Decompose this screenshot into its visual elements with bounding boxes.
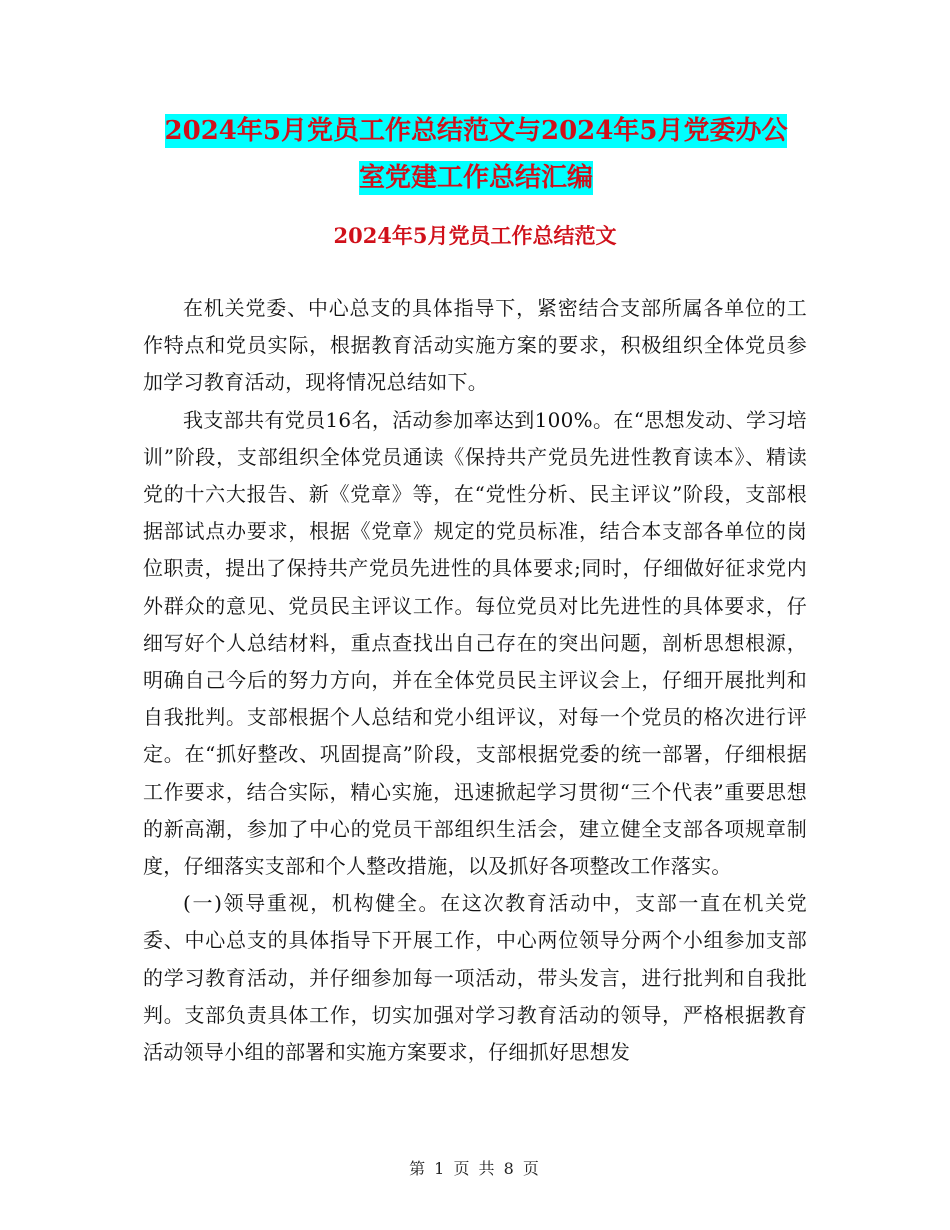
body-text — [143, 290, 807, 1071]
section-title: 2024年5月党员工作总结范文 — [333, 223, 617, 248]
document-title — [140, 108, 812, 202]
page-footer: 第 1 页 共 8 页 — [409, 1159, 541, 1178]
title-line-1: 2024年5月党员工作总结范文与2024年5月党委办公 — [164, 116, 788, 146]
paragraph-2: 我支部共有党员16名，活动参加率达到100%。在“思想发动、学习培训”阶段，支部组织全体党员通读《保持共产党员先进性教育读本》、精读党的十六大报告、新《党章》等，在“党性分析、民主评议”阶段，支部根据部试点办要求，根据《党章》规定的党员标准，结合本支部各单位的岗位职责，提出了保持共产党员先进性的具体要求;同时，仔细做好征求党内外群众的意见、党员民主评议工作。每位党员对比先进性的具体要求，仔细写好个人总结材料，重点查找出自己存在的突出问题，剖析思想根源，明确自己今后的努力方向，并在全体党员民主评议会上，仔细开展批判和自我批判。支部根据个人总结和党小组评议，对每一个党员的格次进行评定。在“抓好整改、巩固提高”阶段，支部根据党委的统一部署，仔细根据工作要求，结合实际，精心实施，迅速掀起学习贯彻“三个代表”重要思想的新高潮，参加了中心的党员干部组织生活会，建立健全支部各项规章制度，仔细落实支部和个人整改措施，以及抓好各项整改工作落实。 — [143, 407, 807, 879]
paragraph-1: 在机关党委、中心总支的具体指导下，紧密结合支部所属各单位的工作特点和党员实际，根据教育活动实施方案的要求，积极组织全体党员参加学习教育活动，现将情况总结如下。 — [143, 296, 807, 395]
paragraph-3: (一)领导重视，机构健全。在这次教育活动中，支部一直在机关党委、中心总支的具体指导下开展工作，中心两位领导分两个小组参加支部的学习教育活动，并仔细参加每一项活动，带头发言，进行批判和自我批判。支部负责具体工作，切实加强对学习教育活动的领导，严格根据教育活动领导小组的部署和实施方案要求，仔细抓好思想发 — [143, 891, 807, 1065]
title-line-2: 室党建工作总结汇编 — [358, 163, 593, 193]
